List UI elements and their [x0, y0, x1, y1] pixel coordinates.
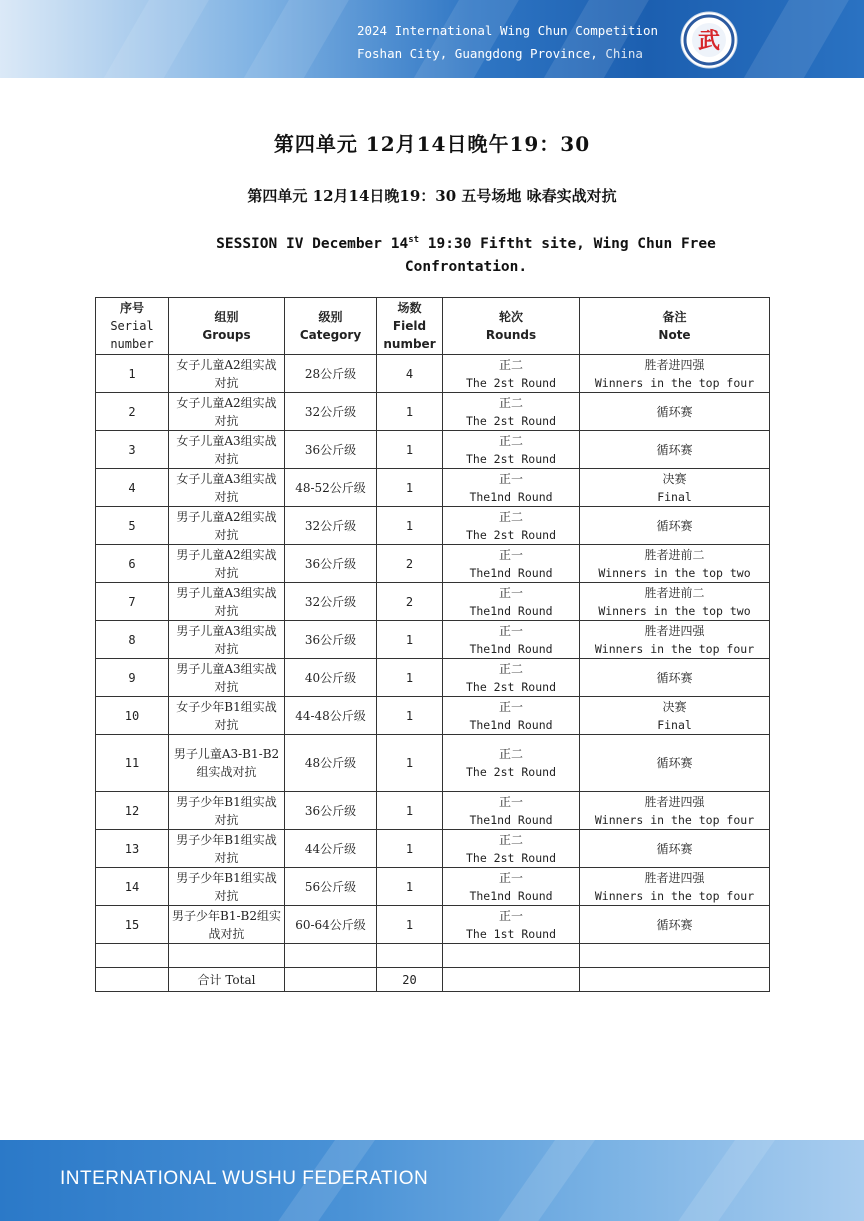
header-rounds: 轮次 Rounds	[443, 298, 580, 355]
table-row	[96, 393, 770, 431]
federation-name: INTERNATIONAL WUSHU FEDERATION	[60, 1168, 429, 1189]
cell-note: 循环赛	[580, 507, 770, 545]
cell-note: 胜者进四强 Winners in the top four	[580, 868, 770, 906]
table-row	[96, 621, 770, 659]
table-row	[96, 697, 770, 735]
cell-serial: 2	[96, 393, 169, 431]
cell-field: 2	[377, 545, 443, 583]
cell-round: 正二 The 2st Round	[443, 393, 580, 431]
cell-round: 正一 The1nd Round	[443, 545, 580, 583]
cell-round: 正二 The 2st Round	[443, 735, 580, 792]
cell-round: 正一 The1nd Round	[443, 469, 580, 507]
cell-serial: 11	[96, 735, 169, 792]
header-groups: 组别 Groups	[169, 298, 285, 355]
cell-category: 28公斤级	[285, 355, 377, 393]
cell-round: 正二 The 2st Round	[443, 355, 580, 393]
federation-logo-icon	[680, 11, 738, 69]
cell-group: 女子儿童A3组实战对抗	[169, 431, 285, 469]
table-row	[96, 868, 770, 906]
table-row	[96, 545, 770, 583]
cell-note: 胜者进四强 Winners in the top four	[580, 355, 770, 393]
table-row	[96, 469, 770, 507]
table-row	[96, 431, 770, 469]
cell-serial: 10	[96, 697, 169, 735]
cell-note: 胜者进前二 Winners in the top two	[580, 583, 770, 621]
cell-field: 1	[377, 621, 443, 659]
table-row	[96, 906, 770, 944]
cell-field: 4	[377, 355, 443, 393]
cell-field: 2	[377, 583, 443, 621]
cell-serial: 15	[96, 906, 169, 944]
cell-category: 36公斤级	[285, 545, 377, 583]
cell-round: 正一 The 1st Round	[443, 906, 580, 944]
competition-name: 2024 International Wing Chun Competition	[356, 23, 658, 38]
cell-serial: 7	[96, 583, 169, 621]
cell-note: 循环赛	[580, 735, 770, 792]
cell-note: 循环赛	[580, 393, 770, 431]
cell-serial: 6	[96, 545, 169, 583]
cell-field: 1	[377, 469, 443, 507]
cell-note: 循环赛	[580, 830, 770, 868]
cell-serial: 3	[96, 431, 169, 469]
cell-category: 56公斤级	[285, 868, 377, 906]
session-subtitle-zh: 第四单元 12月14日晚19：30 五号场地 咏春实战对抗	[247, 187, 617, 205]
location-country: China	[605, 46, 643, 61]
cell-category: 44-48公斤级	[285, 697, 377, 735]
table-row	[96, 355, 770, 393]
cell-field: 1	[377, 697, 443, 735]
cell-round: 正一 The1nd Round	[443, 621, 580, 659]
table-header-row	[96, 298, 770, 355]
table-row	[96, 507, 770, 545]
cell-note: 循环赛	[580, 906, 770, 944]
logo-character: 武	[697, 29, 721, 54]
cell-note: 决赛 Final	[580, 469, 770, 507]
cell-field: 1	[377, 735, 443, 792]
cell-field: 1	[377, 431, 443, 469]
total-row	[96, 968, 770, 992]
cell-note: 胜者进四强 Winners in the top four	[580, 621, 770, 659]
header-serial: 序号 Serial number	[96, 298, 169, 355]
cell-note: 决赛 Final	[580, 697, 770, 735]
cell-field: 1	[377, 868, 443, 906]
cell-serial: 8	[96, 621, 169, 659]
competition-title	[357, 19, 658, 65]
cell-group: 男子儿童A3组实战对抗	[169, 659, 285, 697]
table-row	[96, 830, 770, 868]
cell-round: 正二 The 2st Round	[443, 659, 580, 697]
table-row	[96, 659, 770, 697]
cell-group: 男子儿童A3组实战对抗	[169, 583, 285, 621]
cell-group: 男子少年B1组实战对抗	[169, 868, 285, 906]
table-row	[96, 583, 770, 621]
cell-serial: 12	[96, 792, 169, 830]
total-value: 20	[377, 968, 443, 992]
cell-group: 男子儿童A2组实战对抗	[169, 507, 285, 545]
cell-group: 女子少年B1组实战对抗	[169, 697, 285, 735]
cell-round: 正二 The 2st Round	[443, 830, 580, 868]
cell-group: 男子少年B1组实战对抗	[169, 792, 285, 830]
cell-round: 正二 The 2st Round	[443, 431, 580, 469]
schedule-table	[95, 297, 770, 992]
cell-group: 男子儿童A2组实战对抗	[169, 545, 285, 583]
cell-round: 正二 The 2st Round	[443, 507, 580, 545]
cell-category: 40公斤级	[285, 659, 377, 697]
header-category: 级别 Category	[285, 298, 377, 355]
cell-serial: 13	[96, 830, 169, 868]
cell-round: 正一 The1nd Round	[443, 697, 580, 735]
cell-serial: 14	[96, 868, 169, 906]
cell-group: 男子儿童A3组实战对抗	[169, 621, 285, 659]
cell-category: 32公斤级	[285, 507, 377, 545]
cell-category: 44公斤级	[285, 830, 377, 868]
cell-note: 胜者进前二 Winners in the top two	[580, 545, 770, 583]
cell-serial: 5	[96, 507, 169, 545]
page-title: 第四单元 12月14日晚午19：30	[273, 132, 591, 156]
blank-row	[96, 944, 770, 968]
cell-note: 循环赛	[580, 659, 770, 697]
cell-note: 循环赛	[580, 431, 770, 469]
cell-round: 正一 The1nd Round	[443, 868, 580, 906]
competition-location: Foshan City, Guangdong Province, China	[356, 46, 643, 61]
cell-category: 60-64公斤级	[285, 906, 377, 944]
header-field: 场数 Field number	[377, 298, 443, 355]
cell-category: 48-52公斤级	[285, 469, 377, 507]
cell-serial: 1	[96, 355, 169, 393]
cell-category: 36公斤级	[285, 792, 377, 830]
cell-field: 1	[377, 906, 443, 944]
cell-round: 正一 The1nd Round	[443, 583, 580, 621]
cell-serial: 9	[96, 659, 169, 697]
table-row	[96, 792, 770, 830]
cell-serial: 4	[96, 469, 169, 507]
cell-category: 36公斤级	[285, 621, 377, 659]
cell-category: 32公斤级	[285, 583, 377, 621]
table-row	[96, 735, 770, 792]
header-note: 备注 Note	[580, 298, 770, 355]
total-label: 合计 Total	[169, 968, 285, 992]
cell-group: 女子儿童A2组实战对抗	[169, 355, 285, 393]
cell-group: 男子少年B1组实战对抗	[169, 830, 285, 868]
cell-category: 36公斤级	[285, 431, 377, 469]
cell-field: 1	[377, 393, 443, 431]
cell-note: 胜者进四强 Winners in the top four	[580, 792, 770, 830]
page-header-banner	[0, 0, 864, 78]
cell-group: 男子少年B1-B2组实战对抗	[169, 906, 285, 944]
cell-group: 女子儿童A3组实战对抗	[169, 469, 285, 507]
session-subtitle-en: SESSION IV December 14st 19:30 Fiftht site, Wing Chun Free Confrontation.	[216, 235, 716, 275]
page-footer-banner	[0, 1140, 864, 1221]
cell-round: 正一 The1nd Round	[443, 792, 580, 830]
cell-category: 32公斤级	[285, 393, 377, 431]
cell-field: 1	[377, 792, 443, 830]
cell-category: 48公斤级	[285, 735, 377, 792]
cell-group: 男子儿童A3-B1-B2组实战对抗	[169, 735, 285, 792]
cell-field: 1	[377, 507, 443, 545]
cell-field: 1	[377, 659, 443, 697]
cell-group: 女子儿童A2组实战对抗	[169, 393, 285, 431]
cell-field: 1	[377, 830, 443, 868]
